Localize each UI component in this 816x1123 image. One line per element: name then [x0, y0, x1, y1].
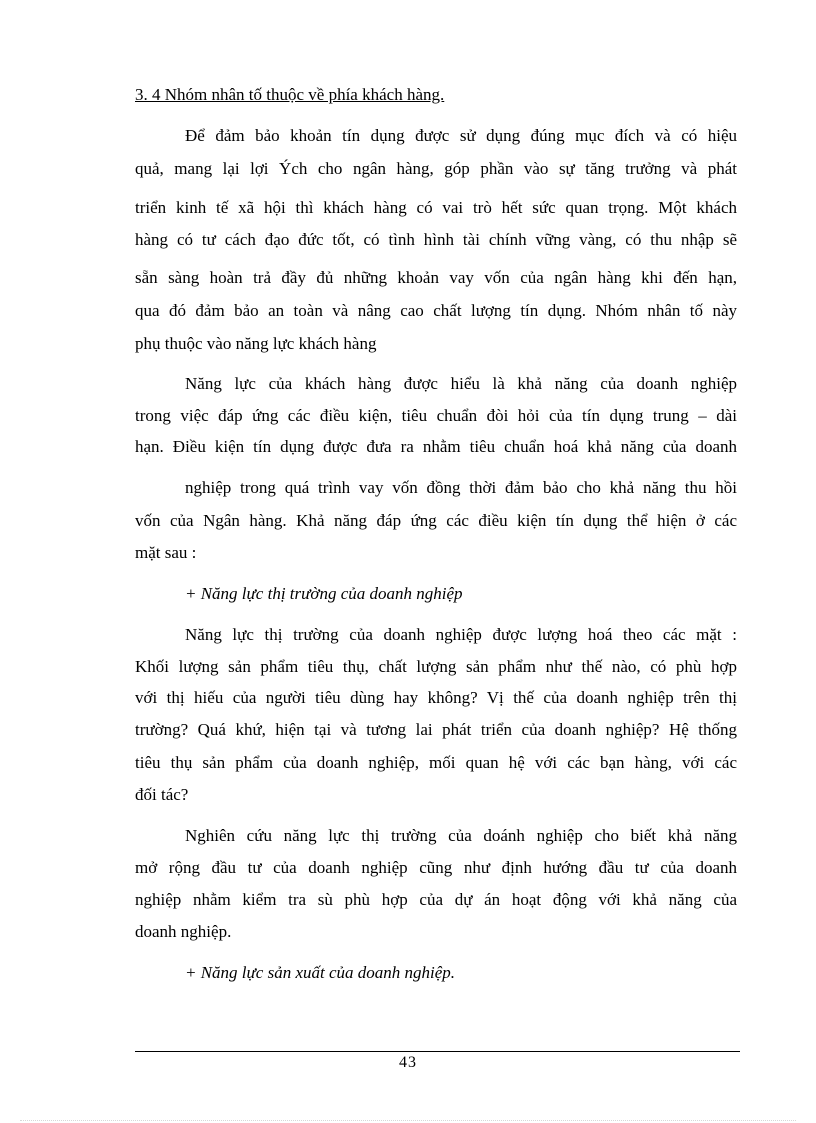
paragraph-5-line-4: doanh nghiệp. — [135, 922, 232, 941]
paragraph-3-line-2: vốn của Ngân hàng. Khả năng đáp ứng các điều kiện tín dụng thể hiện ở các — [135, 511, 737, 530]
paragraph-2-line-2: trong việc đáp ứng các điều kiện, tiêu chuẩn đòi hỏi của tín dụng trung – dài — [135, 406, 737, 425]
section-heading: 3. 4 Nhóm nhân tố thuộc về phía khách hàng. — [135, 85, 445, 104]
subheading-production-capacity: + Năng lực sản xuất của doanh nghiệp. — [185, 963, 456, 982]
paragraph-5-line-2: mở rộng đầu tư của doanh nghiệp cũng như định hướng đầu tư của doanh — [135, 858, 737, 877]
paragraph-1-line-3: triển kinh tế xã hội thì khách hàng có vai trò hết sức quan trọng. Một khách — [135, 198, 737, 217]
paragraph-4-line-3: với thị hiếu của người tiêu dùng hay không? Vị thế của doanh nghiệp trên thị — [135, 688, 737, 707]
paragraph-1-line-2: quả, mang lại lợi Ých cho ngân hàng, góp phần vào sự tăng trưởng và phát — [135, 159, 737, 178]
page-number: 43 — [399, 1054, 417, 1071]
paragraph-4-line-1: Năng lực thị trường của doanh nghiệp được lượng hoá theo các mặt : — [185, 625, 737, 644]
paragraph-4-line-5: tiêu thụ sản phẩm của doanh nghiệp, mối quan hệ với các bạn hàng, với các — [135, 753, 737, 772]
footer-divider — [135, 1051, 740, 1052]
subheading-market-capacity: + Năng lực thị trường của doanh nghiệp — [185, 584, 463, 603]
page-bottom-border — [20, 1120, 796, 1121]
paragraph-2-line-3: hạn. Điều kiện tín dụng được đưa ra nhằm tiêu chuẩn hoá khả năng của doanh — [135, 437, 737, 456]
paragraph-1-line-5: sẵn sàng hoàn trả đầy đủ những khoản vay vốn của ngân hàng khi đến hạn, — [135, 268, 737, 287]
paragraph-1-line-1: Để đảm bảo khoản tín dụng được sử dụng đúng mục đích và có hiệu — [185, 126, 737, 145]
paragraph-2-line-1: Năng lực của khách hàng được hiểu là khả năng của doanh nghiệp — [185, 374, 737, 393]
paragraph-5-line-1: Nghiên cứu năng lực thị trường của doánh nghiệp cho biết khả năng — [185, 826, 737, 845]
paragraph-4-line-4: trường? Quá khứ, hiện tại và tương lai phát triển của doanh nghiệp? Hệ thống — [135, 720, 737, 739]
paragraph-3-line-3: mặt sau : — [135, 543, 197, 562]
paragraph-4-line-6: đối tác? — [135, 785, 189, 804]
paragraph-3-line-1: nghiệp trong quá trình vay vốn đồng thời đảm bảo cho khả năng thu hồi — [185, 478, 737, 497]
paragraph-1-line-4: hàng có tư cách đạo đức tốt, có tình hình tài chính vững vàng, có thu nhập sẽ — [135, 230, 737, 249]
paragraph-4-line-2: Khối lượng sản phẩm tiêu thụ, chất lượng sản phẩm như thế nào, có phù hợp — [135, 657, 737, 676]
paragraph-5-line-3: nghiệp nhằm kiểm tra sù phù hợp của dự án hoạt động với khả năng của — [135, 890, 737, 909]
paragraph-1-line-7: phụ thuộc vào năng lực khách hàng — [135, 334, 377, 353]
paragraph-1-line-6: qua đó đảm bảo an toàn và nâng cao chất lượng tín dụng. Nhóm nhân tố này — [135, 301, 737, 320]
